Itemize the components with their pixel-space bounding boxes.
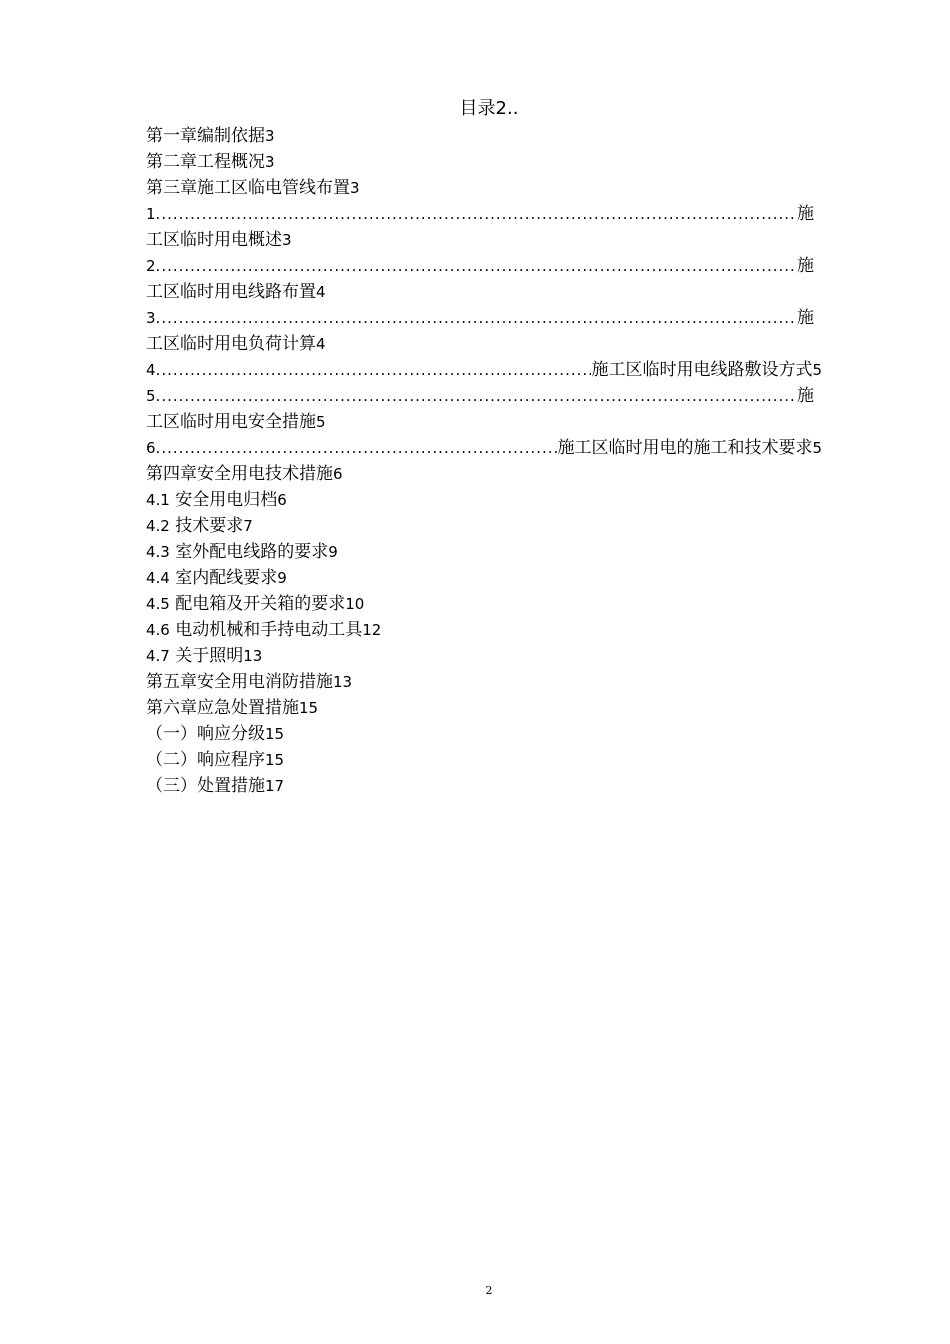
toc-entry[interactable] [146,227,822,253]
toc-entry[interactable] [146,747,822,773]
entry-page: 15 [299,699,319,717]
toc-entry[interactable] [146,123,822,149]
entry-page: 17 [265,777,285,795]
entry-text: （二）响应程序 [146,750,265,770]
entry-number: 4.6 [146,621,170,639]
entry-page: 3 [265,127,275,145]
dot-leader [156,357,592,383]
entry-text: 电动机械和手持电动工具 [175,620,363,640]
entry-text: 技术要求 [175,516,244,536]
entry-text: 第六章应急处置措施 [146,698,299,718]
entry-page: 9 [277,569,287,587]
entry-text: 室内配线要求 [175,568,278,588]
entry-number: 4.3 [146,543,170,561]
entry-number: 4.4 [146,569,170,587]
entry-page: 13 [333,673,353,691]
entry-text: 工区临时用电负荷计算 [146,334,316,354]
entry-page: 5 [316,413,326,431]
toc-entry[interactable] [146,773,822,799]
table-of-contents [146,123,822,799]
entry-text: 室外配电线路的要求 [175,542,329,562]
entry-page: 10 [345,595,365,613]
toc-entry-dotted[interactable] [146,383,822,409]
entry-text: 第二章工程概况 [146,152,265,172]
entry-number: 2 [146,257,156,275]
toc-entry[interactable] [146,617,822,643]
entry-page: 5 [812,439,822,457]
entry-text: 安全用电归档 [175,490,278,510]
entry-text: 施工区临时用电的施工和技术要求 [557,438,813,458]
entry-page: 3 [282,231,292,249]
toc-entry[interactable] [146,487,822,513]
entry-page: 7 [243,517,253,535]
entry-number: 1 [146,205,156,223]
entry-page: 15 [265,751,285,769]
entry-text: 施 [797,308,814,328]
entry-number: 6 [146,439,156,457]
entry-number: 4.2 [146,517,170,535]
entry-text: 关于照明 [175,646,244,666]
toc-entry[interactable] [146,409,822,435]
toc-entry-dotted[interactable] [146,305,822,331]
toc-entry[interactable] [146,461,822,487]
entry-page: 13 [243,647,263,665]
entry-page: 3 [350,179,360,197]
entry-page: 9 [328,543,338,561]
entry-number: 4.5 [146,595,170,613]
entry-text: 施 [797,386,814,406]
toc-title: 目录2.. [459,98,519,119]
toc-entry[interactable] [146,149,822,175]
entry-page: 6 [277,491,287,509]
entry-text: 工区临时用电安全措施 [146,412,316,432]
toc-entry-dotted[interactable] [146,201,822,227]
entry-number: 3 [146,309,156,327]
entry-text: 工区临时用电线路布置 [146,282,316,302]
entry-text: （一）响应分级 [146,724,265,744]
entry-number: 4.1 [146,491,170,509]
entry-number: 4 [146,361,156,379]
toc-entry[interactable] [146,591,822,617]
toc-entry[interactable] [146,331,822,357]
entry-number: 5 [146,387,156,405]
dot-leader [156,253,797,279]
entry-text: 第一章编制依据 [146,126,265,146]
entry-text: （三）处置措施 [146,776,265,796]
entry-page: 4 [316,335,326,353]
toc-entry-dotted[interactable] [146,357,822,383]
toc-entry[interactable] [146,513,822,539]
page-number: 2 [485,1284,493,1297]
entry-text: 工区临时用电概述 [146,230,282,250]
dot-leader [156,305,797,331]
toc-entry[interactable] [146,565,822,591]
toc-entry-dotted[interactable] [146,435,822,461]
entry-text: 施 [797,204,814,224]
entry-text: 第三章施工区临电管线布置 [146,178,350,198]
dot-leader [156,435,558,461]
dot-leader [156,201,797,227]
toc-entry-dotted[interactable] [146,253,822,279]
entry-number: 4.7 [146,647,170,665]
toc-entry[interactable] [146,643,822,669]
entry-page: 12 [362,621,382,639]
entry-page: 15 [265,725,285,743]
toc-entry[interactable] [146,175,822,201]
entry-text: 配电箱及开关箱的要求 [175,594,346,614]
toc-entry[interactable] [146,721,822,747]
entry-page: 5 [812,361,822,379]
entry-page: 4 [316,283,326,301]
toc-entry[interactable] [146,539,822,565]
entry-text: 第五章安全用电消防措施 [146,672,333,692]
dot-leader [156,383,797,409]
entry-page: 3 [265,153,275,171]
entry-page: 6 [333,465,343,483]
toc-entry[interactable] [146,695,822,721]
entry-text: 施 [797,256,814,276]
toc-entry[interactable] [146,669,822,695]
entry-text: 第四章安全用电技术措施 [146,464,333,484]
toc-entry[interactable] [146,279,822,305]
entry-text: 施工区临时用电线路敷设方式 [591,360,813,380]
